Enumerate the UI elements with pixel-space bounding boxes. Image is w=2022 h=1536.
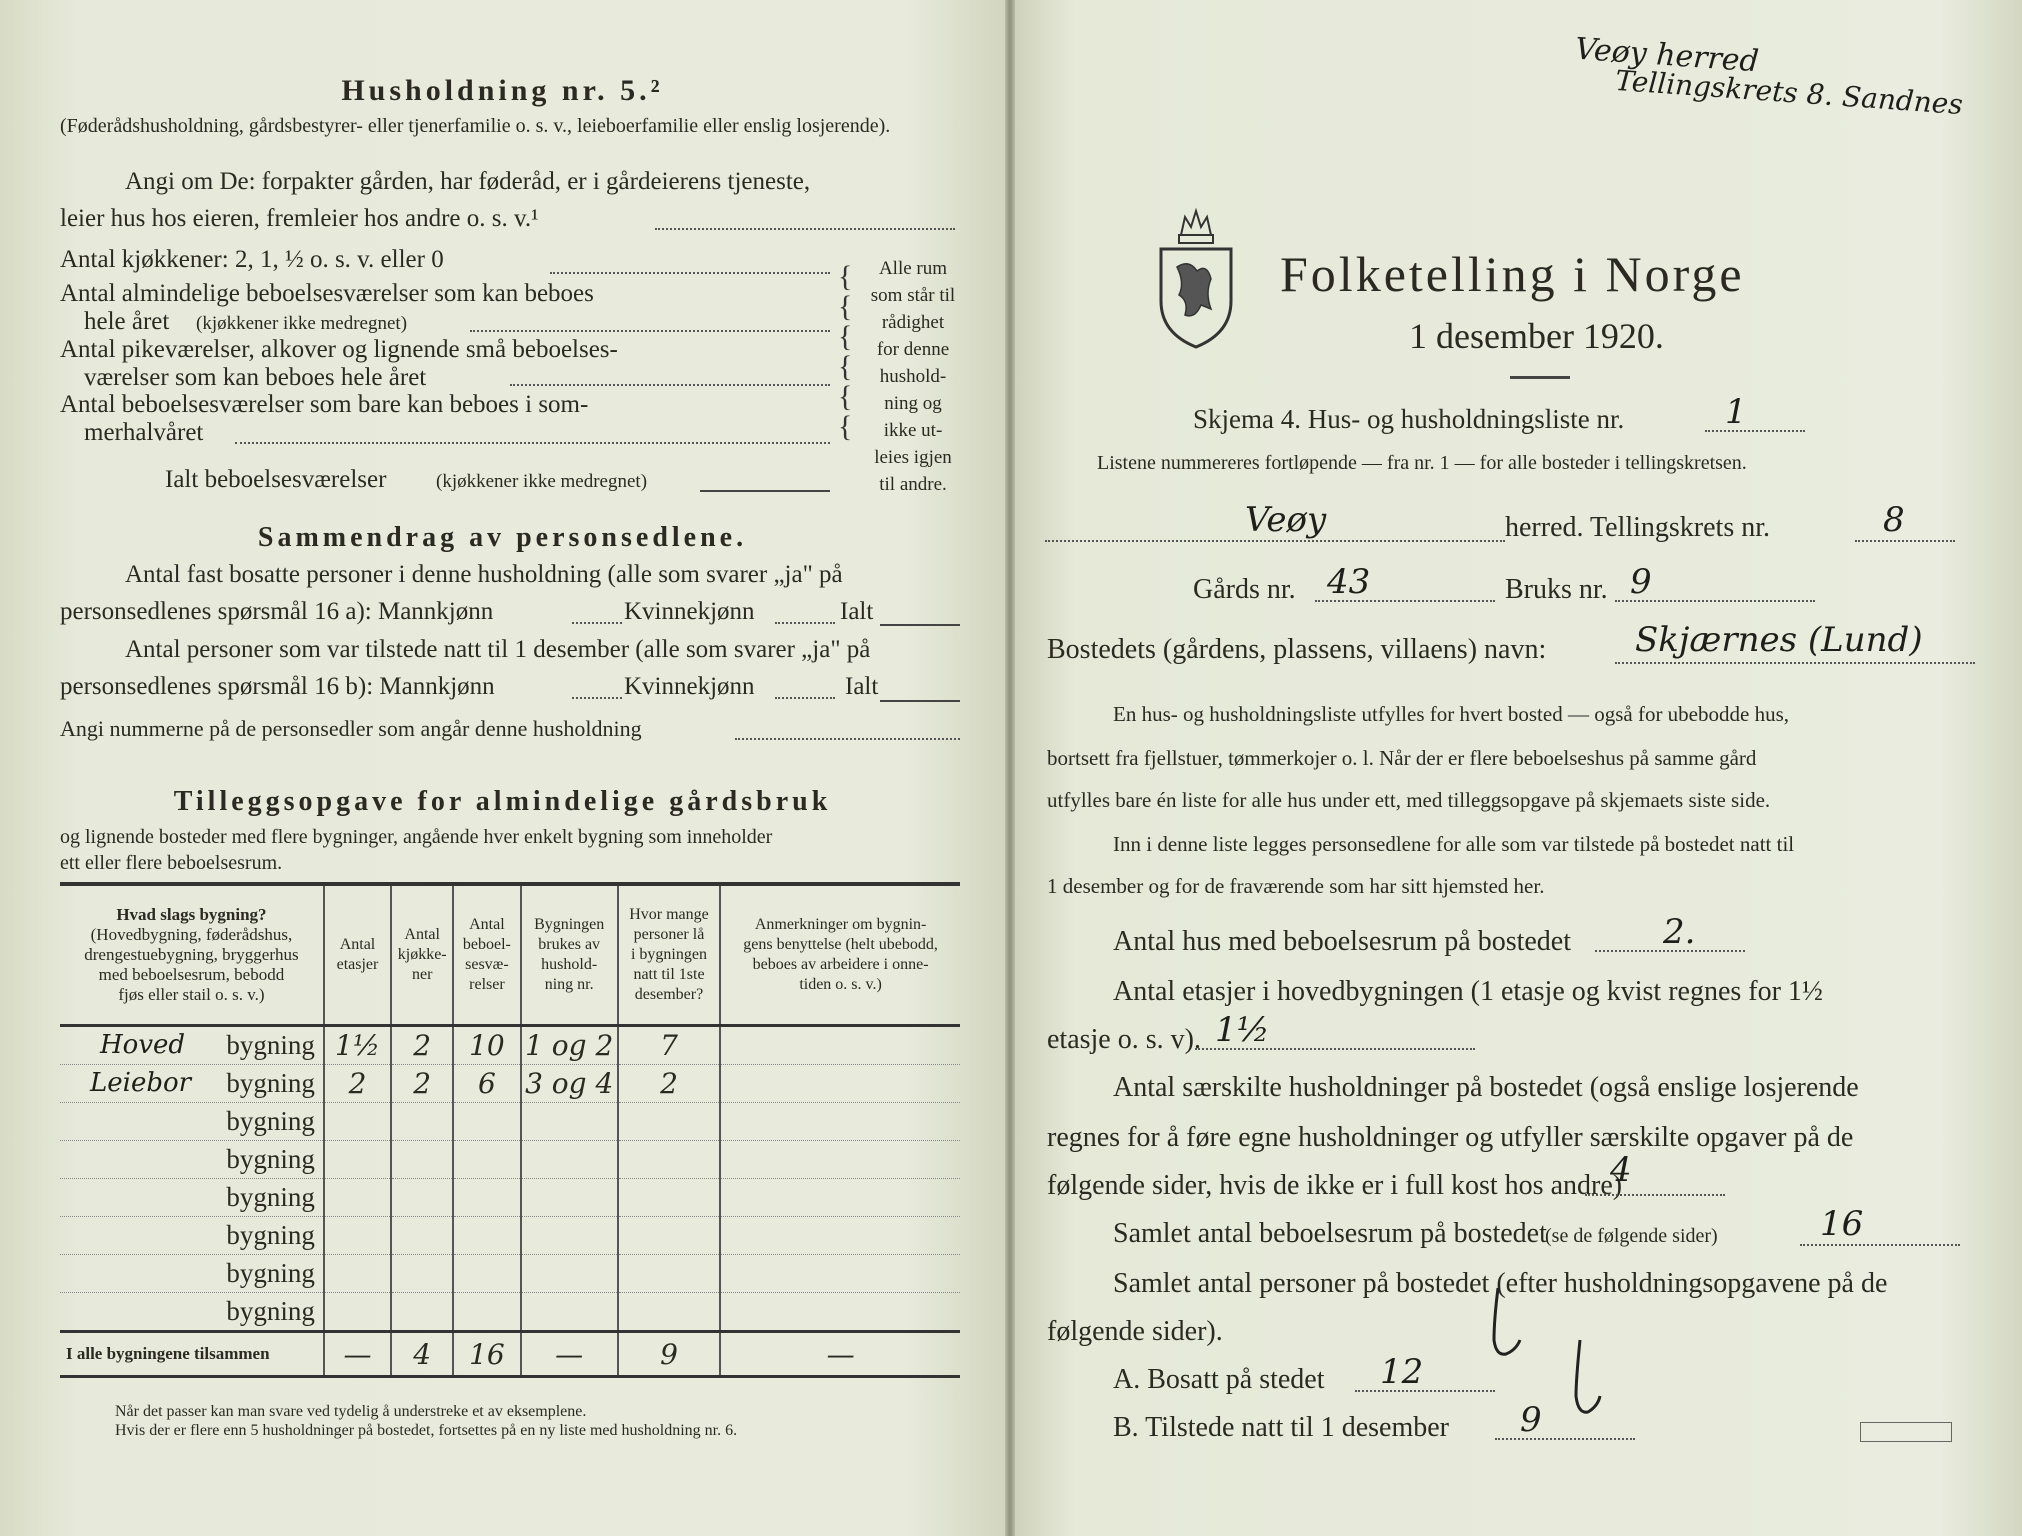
persons-cell — [618, 1103, 720, 1141]
header-rooms: Antal beboel- sesvæ- relser — [453, 884, 520, 1026]
rooms-note: (se de følgende sider) — [1545, 1225, 1718, 1247]
header-kitchens: Antal kjøkke- ner — [391, 884, 453, 1026]
gards-value: 43 — [1327, 562, 1371, 602]
krets-line — [1855, 540, 1955, 542]
persons-cell: 2 — [618, 1065, 720, 1103]
rooms-cell — [453, 1103, 520, 1141]
summer-rooms-answer-line — [235, 442, 830, 444]
question1-line1: Angi om De: forpakter gården, har føderåd, er i gårdeierens tjeneste, — [125, 168, 811, 195]
floors-cell: 2 — [324, 1065, 391, 1103]
building-suffix: bygning — [226, 1030, 315, 1060]
building-suffix: bygning — [60, 1217, 324, 1255]
remarks-cell — [720, 1141, 960, 1179]
p1-female-line — [775, 622, 835, 624]
table-row — [60, 1065, 960, 1103]
header-persons: Hvor mange personer lå i bygningen natt til 1ste desember? — [618, 884, 720, 1026]
info-line3: utfylles bare én liste for alle hus under ett, med tilleggsopgave på skjemaets siste side. — [1047, 788, 1771, 812]
sidenote-line: hushold- — [879, 366, 947, 387]
page-spine — [1005, 0, 1015, 1536]
supplement-heading: Tilleggsopgave for almindelige gårdsbruk — [173, 786, 832, 817]
p1-female-label: Kvinnekjønn — [624, 598, 755, 625]
household-cell — [521, 1179, 618, 1217]
present-value: 9 — [1520, 1400, 1542, 1440]
remarks-cell — [720, 1293, 960, 1332]
total-kitchens: 4 — [391, 1332, 453, 1377]
sidenote-line: ikke ut- — [883, 420, 943, 441]
bruks-line — [1615, 600, 1815, 602]
household-subheading: (Føderådshusholdning, gårdsbestyrer- eller tjenerfamilie o. s. v., leieboerfamilie eller enslig losjerende). — [60, 115, 891, 137]
question1-line2: leier hus hos eieren, fremleier hos andre o. s. v.¹ — [60, 205, 539, 232]
sidenote-line: leies igjen — [874, 447, 952, 468]
info-line2: bortsett fra fjellstuer, tømmerkojer o. l. Når der er flere beboelseshus på samme gård — [1047, 746, 1757, 770]
kitchens-cell: 2 — [391, 1026, 453, 1065]
resident-value: 12 — [1380, 1352, 1424, 1392]
p2-female-line — [775, 697, 835, 699]
table-row — [60, 1293, 960, 1332]
supplement-text2: ett eller flere beboelsesrum. — [60, 852, 283, 874]
herred-label: herred. Tellingskrets nr. — [1505, 512, 1771, 543]
checkmarks-icon — [1460, 1280, 1620, 1450]
gards-line — [1315, 600, 1495, 602]
total-rooms-note: (kjøkkener ikke medregnet) — [436, 471, 648, 492]
total-rooms: 16 — [453, 1332, 520, 1377]
household-cell — [521, 1293, 618, 1332]
table-header-row — [60, 884, 960, 1026]
persons-label1: Samlet antal personer på bostedet (efter husholdningsopgavene på de — [1113, 1268, 1888, 1299]
bosted-label: Bostedets (gårdens, plassens, villaens) navn: — [1047, 634, 1547, 665]
header-remarks: Anmerkninger om bygnin- gens benyttelse (helt ubebodd, beboes av arbeidere i onne- tiden o. s. v.) — [720, 884, 960, 1026]
herred-value: Veøy — [1245, 500, 1327, 540]
household-cell — [521, 1103, 618, 1141]
p1-total-line — [880, 624, 960, 626]
household-cell: 1 og 2 — [521, 1026, 618, 1065]
floors-line — [1195, 1048, 1475, 1050]
herred-line — [1045, 540, 1505, 542]
household-cell: 3 og 4 — [521, 1065, 618, 1103]
kitchens-cell — [391, 1217, 453, 1255]
info-line1: En hus- og husholdningsliste utfylles for hvert bosted — også for ubebodde hus, — [1113, 702, 1789, 726]
numbers-answer-line — [735, 738, 960, 740]
kitchens-cell: 2 — [391, 1065, 453, 1103]
building-suffix: bygning — [60, 1179, 324, 1217]
form-title: Folketelling i Norge — [1280, 246, 1745, 302]
remarks-cell — [720, 1026, 960, 1065]
ordinary-rooms-answer-line — [470, 330, 830, 332]
maid-rooms-label1: Antal pikeværelser, alkover og lignende små beboelses- — [60, 336, 618, 363]
building-type-cell — [60, 1026, 324, 1065]
remarks-cell — [720, 1103, 960, 1141]
household-cell — [521, 1255, 618, 1293]
footnote2: Hvis der er flere enn 5 husholdninger på bostedet, fortsettes på en ny liste med husholdning nr. 6. — [115, 1422, 738, 1439]
persons-cell — [618, 1141, 720, 1179]
floors-cell — [324, 1141, 391, 1179]
persons-cell: 7 — [618, 1026, 720, 1065]
household-cell — [521, 1217, 618, 1255]
floors-value: 1½ — [1215, 1010, 1270, 1050]
schema-label: Skjema 4. Hus- og husholdningsliste nr. — [1193, 404, 1625, 434]
sidenote-line: til andre. — [879, 474, 947, 495]
floors-cell — [324, 1103, 391, 1141]
households-label2: regnes for å føre egne husholdninger og utfyller særskilte opgaver på de — [1047, 1122, 1854, 1153]
persons-cell — [618, 1217, 720, 1255]
coat-of-arms-icon — [1155, 205, 1237, 350]
floors-cell — [324, 1255, 391, 1293]
rooms-cell — [453, 1293, 520, 1332]
title-divider — [1510, 376, 1570, 379]
question1-answer-line — [655, 228, 955, 230]
houses-line — [1595, 950, 1745, 952]
rooms-sidenote — [858, 255, 968, 498]
kitchens-cell — [391, 1103, 453, 1141]
present-label: B. Tilstede natt til 1 desember — [1113, 1412, 1449, 1443]
maid-rooms-answer-line — [510, 384, 830, 386]
table-row — [60, 1255, 960, 1293]
rooms-label: Samlet antal beboelsesrum på bostedet — [1113, 1218, 1547, 1249]
building-suffix: bygning — [60, 1293, 324, 1332]
krets-value: 8 — [1883, 500, 1905, 540]
numbering-note: Listene nummereres fortløpende — fra nr. 1 — for alle bosteder i tellingskretsen. — [1097, 452, 1747, 474]
building-suffix: bygning — [226, 1068, 315, 1098]
rooms-cell — [453, 1141, 520, 1179]
remarks-cell — [720, 1065, 960, 1103]
schema-number-line — [1705, 430, 1805, 432]
header-floors: Antal etasjer — [324, 884, 391, 1026]
persons-label2: følgende sider). — [1047, 1316, 1223, 1347]
ordinary-rooms-label2: hele året — [84, 308, 170, 335]
bosted-line — [1615, 662, 1975, 664]
houses-label: Antal hus med beboelsesrum på bostedet — [1113, 926, 1572, 957]
houses-value: 2. — [1663, 912, 1696, 952]
summer-rooms-label1: Antal beboelsesværelser som bare kan beboes i som- — [60, 391, 589, 418]
sidenote-line: for denne — [876, 339, 950, 360]
kitchens-cell — [391, 1293, 453, 1332]
left-page — [0, 0, 1005, 1536]
resident-label: A. Bosatt på stedet — [1113, 1364, 1325, 1395]
rooms-cell — [453, 1255, 520, 1293]
floors-cell — [324, 1217, 391, 1255]
kitchens-answer-line — [550, 272, 830, 274]
summary-p2-line2: personsedlenes spørsmål 16 b): Mannkjønn — [60, 673, 495, 700]
schema-number: 1 — [1725, 392, 1747, 432]
summary-p1-line1: Antal fast bosatte personer i denne husholdning (alle som svarer „ja" på — [125, 561, 843, 588]
bruks-value: 9 — [1630, 562, 1652, 602]
floors-cell — [324, 1179, 391, 1217]
building-type-value: Leiebor — [90, 1068, 192, 1098]
households-label3: følgende sider, hvis de ikke er i full kost hos andre) — [1047, 1170, 1623, 1201]
rooms-brace: { { { { { { — [838, 260, 853, 443]
ordinary-rooms-note: (kjøkkener ikke medregnet) — [196, 313, 408, 334]
sidenote-line: rådighet — [881, 312, 945, 333]
building-suffix: bygning — [60, 1141, 324, 1179]
summer-rooms-label2: merhalvåret — [84, 419, 204, 446]
footnote1: Når det passer kan man svare ved tydelig å understreke et av eksemplene. — [115, 1403, 587, 1420]
floors-cell — [324, 1293, 391, 1332]
household-heading: Husholdning nr. 5.² — [341, 74, 664, 107]
table-row — [60, 1026, 960, 1065]
gards-label: Gårds nr. — [1193, 574, 1296, 605]
building-type-cell — [60, 1065, 324, 1103]
table-total-row — [60, 1332, 960, 1377]
floors-label2: etasje o. s. v). — [1047, 1024, 1201, 1055]
remarks-cell — [720, 1179, 960, 1217]
summary-p1-line2: personsedlenes spørsmål 16 a): Mannkjønn — [60, 598, 494, 625]
p2-total-label: Ialt — [845, 673, 879, 700]
table-row — [60, 1141, 960, 1179]
rooms-value: 16 — [1820, 1204, 1864, 1244]
total-rooms-answer-line — [700, 490, 830, 492]
floors-label1: Antal etasjer i hovedbygningen (1 etasje og kvist regnes for 1½ — [1113, 976, 1823, 1007]
p2-total-line — [880, 700, 960, 702]
info-line5: 1 desember og for de fraværende som har sitt hjemsted her. — [1047, 874, 1545, 898]
p1-total-label: Ialt — [840, 598, 874, 625]
total-persons: 9 — [618, 1332, 720, 1377]
table-row — [60, 1217, 960, 1255]
remarks-cell — [720, 1255, 960, 1293]
total-floors: — — [324, 1332, 391, 1377]
handwritten-herred: Veøy herred — [1574, 31, 1760, 80]
p2-female-label: Kvinnekjønn — [624, 673, 755, 700]
remarks-cell — [720, 1217, 960, 1255]
handwritten-krets: Tellingskrets 8. Sandnes — [1614, 63, 1964, 122]
rooms-line — [1800, 1244, 1960, 1246]
form-date: 1 desember 1920. — [1409, 316, 1664, 356]
kitchens-cell — [391, 1141, 453, 1179]
persons-cell — [618, 1255, 720, 1293]
table-row — [60, 1179, 960, 1217]
supplement-text1: og lignende bosteder med flere bygninger, angående hver enkelt bygning som inneholder — [60, 826, 773, 848]
floors-cell: 1½ — [324, 1026, 391, 1065]
info-line4: Inn i denne liste legges personsedlene for alle som var tilstede på bostedet natt til — [1113, 832, 1795, 856]
building-suffix: bygning — [60, 1255, 324, 1293]
summary-p2-line1: Antal personer som var tilstede natt til 1 desember (alle som svarer „ja" på — [125, 636, 871, 663]
total-label: I alle bygningene tilsammen — [60, 1332, 324, 1377]
rooms-cell — [453, 1179, 520, 1217]
sidenote-line: som står til — [870, 285, 956, 306]
summary-heading: Sammendrag av personsedlene. — [257, 522, 748, 553]
sidenote-line: ning og — [884, 393, 942, 414]
building-type-value: Hoved — [100, 1030, 186, 1060]
printer-stamp — [1860, 1422, 1952, 1442]
household-cell — [521, 1141, 618, 1179]
building-suffix: bygning — [60, 1103, 324, 1141]
households-label1: Antal særskilte husholdninger på bostedet (også enslige losjerende — [1113, 1072, 1859, 1103]
p1-male-line — [572, 622, 622, 624]
rooms-cell — [453, 1217, 520, 1255]
total-household: — — [521, 1332, 618, 1377]
kitchens-cell — [391, 1179, 453, 1217]
households-value: 4 — [1610, 1150, 1632, 1190]
kitchens-label: Antal kjøkkener: 2, 1, ½ o. s. v. eller 0 — [60, 246, 444, 273]
header-building-type: Hvad slags bygning? (Hovedbygning, føderådshus, drengestuebygning, bryggerhus med beboelsesrum, bebodd fjøs eller stail o. s. v.) — [60, 884, 324, 1026]
p2-male-line — [572, 697, 622, 699]
numbers-label: Angi nummerne på de personsedler som angår denne husholdning — [60, 716, 642, 741]
rooms-cell: 10 — [453, 1026, 520, 1065]
total-remarks: — — [720, 1332, 960, 1377]
kitchens-cell — [391, 1255, 453, 1293]
header-household: Bygningen brukes av hushold- ning nr. — [521, 884, 618, 1026]
rooms-cell: 6 — [453, 1065, 520, 1103]
right-page — [1015, 0, 2022, 1536]
bosted-value: Skjærnes (Lund) — [1635, 620, 1923, 660]
table-row — [60, 1103, 960, 1141]
persons-cell — [618, 1179, 720, 1217]
sidenote-line: Alle rum — [878, 258, 948, 279]
maid-rooms-label2: værelser som kan beboes hele året — [84, 364, 427, 391]
bruks-label: Bruks nr. — [1505, 574, 1608, 605]
persons-cell — [618, 1293, 720, 1332]
households-line — [1585, 1194, 1725, 1196]
ordinary-rooms-label1: Antal almindelige beboelsesværelser som kan beboes — [60, 280, 594, 307]
buildings-table — [60, 882, 960, 1378]
total-rooms-label: Ialt beboelsesværelser — [165, 466, 387, 493]
